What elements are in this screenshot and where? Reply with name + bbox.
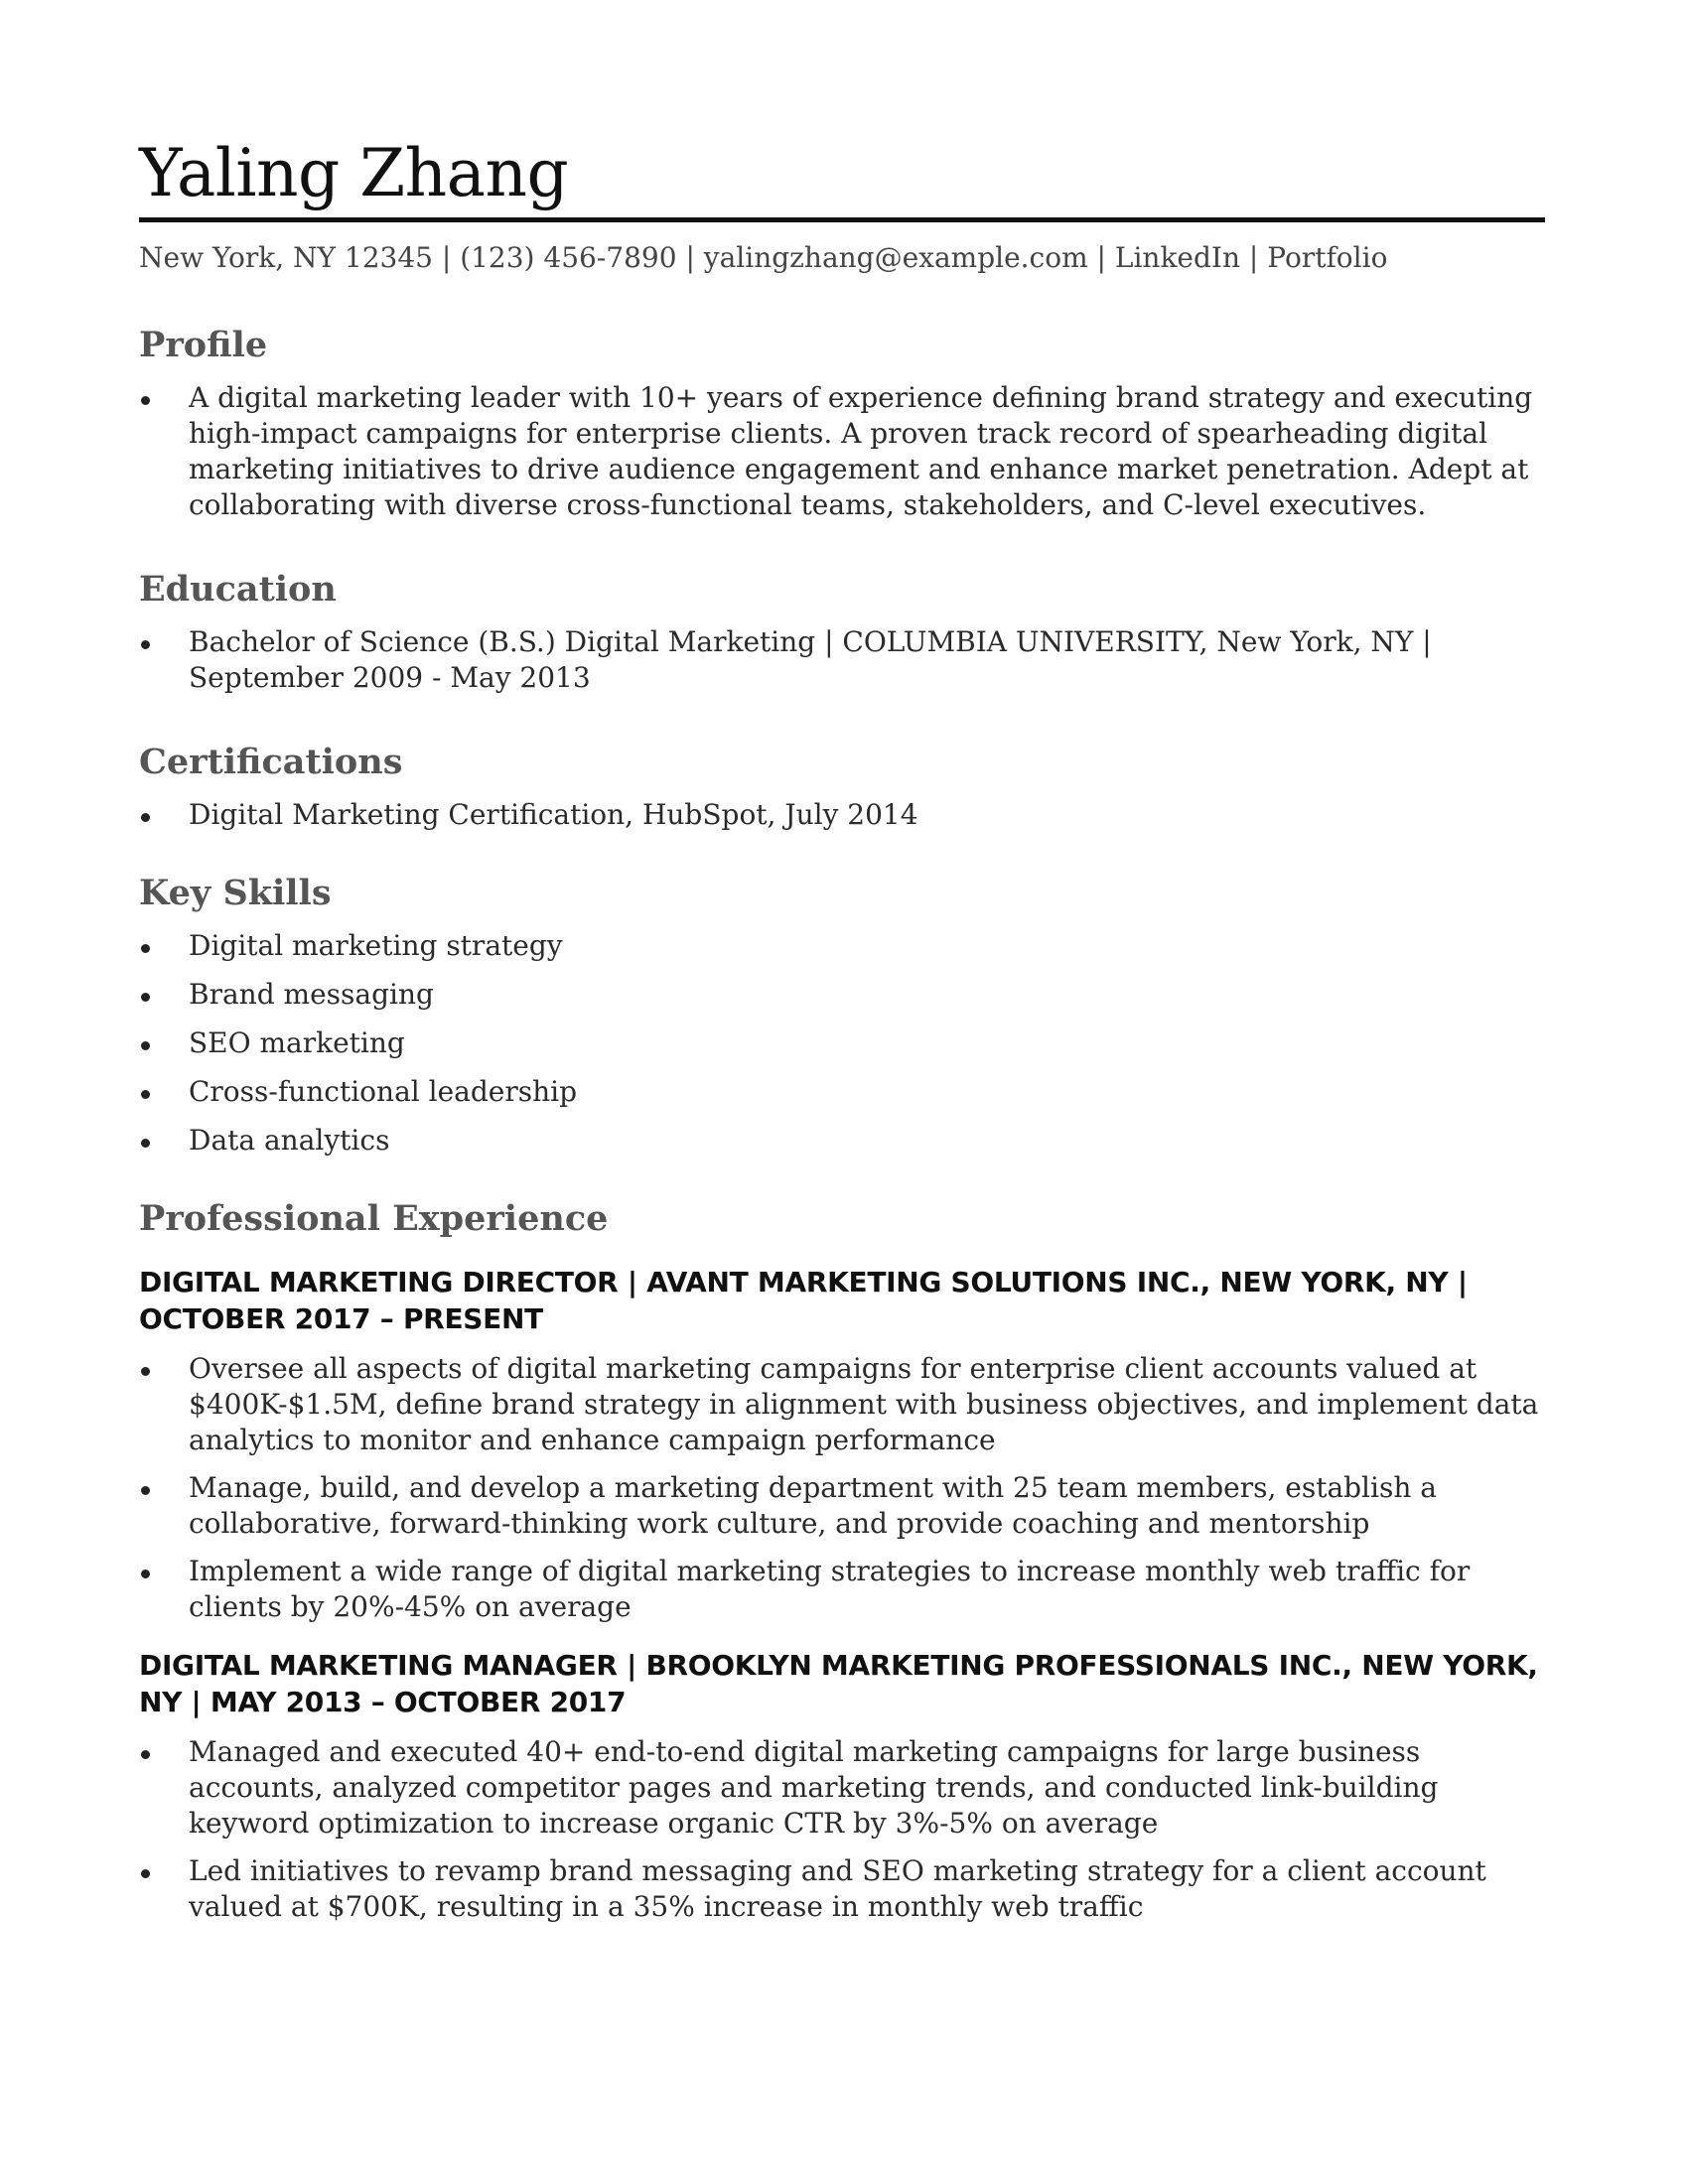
list-item [139,624,1545,696]
skill-item: Digital marketing strategy [189,928,563,962]
list-item [139,1734,1545,1842]
skill-item: Data analytics [189,1123,390,1157]
list-item [139,977,1545,1013]
bullet-icon [141,396,150,405]
list-item [139,1074,1545,1110]
job-bullet: Manage, build, and develop a marketing department with 25 team members, establish a collaborative, forward-thinking work culture, and provide coaching and mentorship [189,1470,1437,1540]
education-list [139,624,1545,696]
list-item [139,797,1545,833]
job-bullet: Oversee all aspects of digital marketing campaigns for enterprise client accounts valued at $400K-$1.5M, define brand strategy in alignment with business objectives, and implement data analytics to monitor and enhance campaign performance [189,1351,1539,1456]
skill-item: Cross-functional leadership [189,1074,578,1108]
job-bullet: Managed and executed 40+ end-to-end digital marketing campaigns for large business accounts, analyzed competitor pages and marketing trends, and conducted link-building keyword optimization to increase organic CTR by 3%-5% on average [189,1734,1439,1840]
header-divider [139,217,1545,222]
section-title-key-skills: Key Skills [139,872,332,913]
bullet-icon [141,1139,150,1148]
bullet-icon [141,944,150,953]
list-item [139,1470,1545,1542]
list-item [139,1351,1545,1458]
resume-page [139,135,1545,1937]
bullet-icon [141,813,150,822]
job-bullet: Led initiatives to revamp brand messaging and SEO marketing strategy for a client account valued at $700K, resulting in a 35% increase in monthly web traffic [189,1853,1486,1923]
job-bullets [139,1734,1545,1925]
job-heading: DIGITAL MARKETING MANAGER | BROOKLYN MARKETING PROFESSIONALS INC., NEW YORK, NY | MAY 2013 – OCTOBER 2017 [139,1648,1538,1718]
section-title-experience: Professional Experience [139,1197,609,1239]
bullet-icon [141,1486,150,1495]
list-item [139,1554,1545,1625]
skills-list [139,928,1545,1159]
bullet-icon [141,640,150,649]
job-bullet: Implement a wide range of digital marketing strategies to increase monthly web traffic for clients by 20%-45% on average [189,1554,1471,1623]
skill-item: Brand messaging [189,977,434,1011]
bullet-icon [141,1869,150,1878]
section-title-education: Education [139,568,337,610]
profile-summary: A digital marketing leader with 10+ years of experience defining brand strategy and executing high-impact campaigns for enterprise clients. A proven track record of spearheading digital marketing initiatives to drive audience engagement and enhance market penetration. Adept at collaborating with diverse cross-functional teams, stakeholders, and C-level executives. [189,380,1533,521]
job-heading: DIGITAL MARKETING DIRECTOR | AVANT MARKETING SOLUTIONS INC., NEW YORK, NY | OCTOBER 2017 – PRESENT [139,1265,1468,1335]
section-title-profile: Profile [139,324,268,365]
education-entry: Bachelor of Science (B.S.) Digital Marketing | COLUMBIA UNIVERSITY, New York, NY | September 2009 - May 2013 [189,624,1432,694]
bullet-icon [141,1090,150,1099]
bullet-icon [141,1041,150,1050]
list-item [139,1123,1545,1159]
list-item [139,1025,1545,1061]
list-item [139,380,1545,523]
certifications-list [139,797,1545,833]
certification-entry: Digital Marketing Certification, HubSpot, July 2014 [189,797,918,831]
bullet-icon [141,1367,150,1376]
skill-item: SEO marketing [189,1025,405,1059]
bullet-icon [141,993,150,1002]
bullet-icon [141,1570,150,1578]
section-title-certifications: Certifications [139,741,403,782]
candidate-name: Yaling Zhang [139,135,569,211]
profile-list [139,380,1545,523]
contact-line: New York, NY 12345 | (123) 456-7890 | yalingzhang@example.com | LinkedIn | Portfolio [139,241,1388,275]
list-item [139,928,1545,964]
list-item [139,1853,1545,1925]
bullet-icon [141,1750,150,1759]
job-bullets [139,1351,1545,1625]
